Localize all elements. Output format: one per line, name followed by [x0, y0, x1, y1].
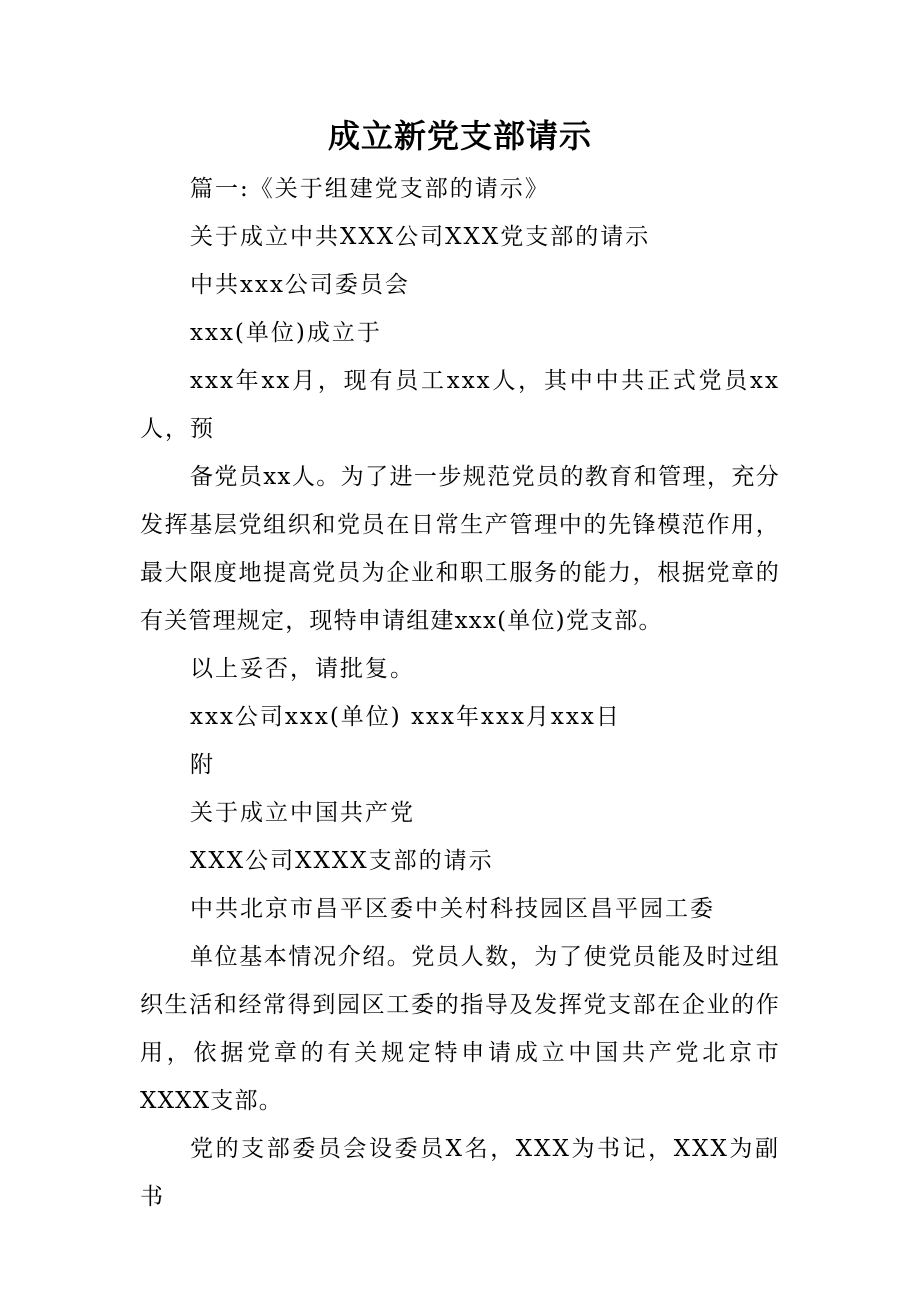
- paragraph: XXX公司XXXX支部的请示: [190, 848, 494, 874]
- paragraph: 单位基本情况介绍。党员人数，为了使党员能及时过组织生活和经常得到园区工委的指导及发挥党支部在企业的作用，依据党章的有关规定特申请成立中国共产党北京市XXXX支部。: [140, 944, 780, 1114]
- paragraph: 中共北京市昌平区委中关村科技园区昌平园工委: [190, 896, 715, 922]
- document-title: 成立新党支部请示: [327, 117, 592, 155]
- paragraph: xxx公司xxx(单位) xxx年xxx月xxx日: [190, 704, 621, 730]
- paragraph: 中共xxx公司委员会: [190, 272, 410, 298]
- paragraph: 附: [190, 752, 215, 778]
- paragraph: 党的支部委员会设委员X名，XXX为书记，XXX为副书: [140, 1136, 780, 1210]
- paragraph: 篇一:《关于组建党支部的请示》: [190, 176, 550, 202]
- paragraph: 以上妥否，请批复。: [190, 656, 415, 682]
- paragraph: 关于成立中国共产党: [190, 800, 415, 826]
- paragraph: xxx年xx月，现有员工xxx人，其中中共正式党员xx人，预: [140, 368, 780, 442]
- paragraph: 关于成立中共XXX公司XXX党支部的请示: [190, 224, 651, 250]
- paragraph: 备党员xx人。为了进一步规范党员的教育和管理，充分发挥基层党组织和党员在日常生产管理中的先锋模范作用，最大限度地提高党员为企业和职工服务的能力，根据党章的有关管理规定，现特申请组建xxx(单位)党支部。: [140, 464, 780, 634]
- paragraph: xxx(单位)成立于: [190, 320, 382, 346]
- document-body: [140, 165, 780, 1221]
